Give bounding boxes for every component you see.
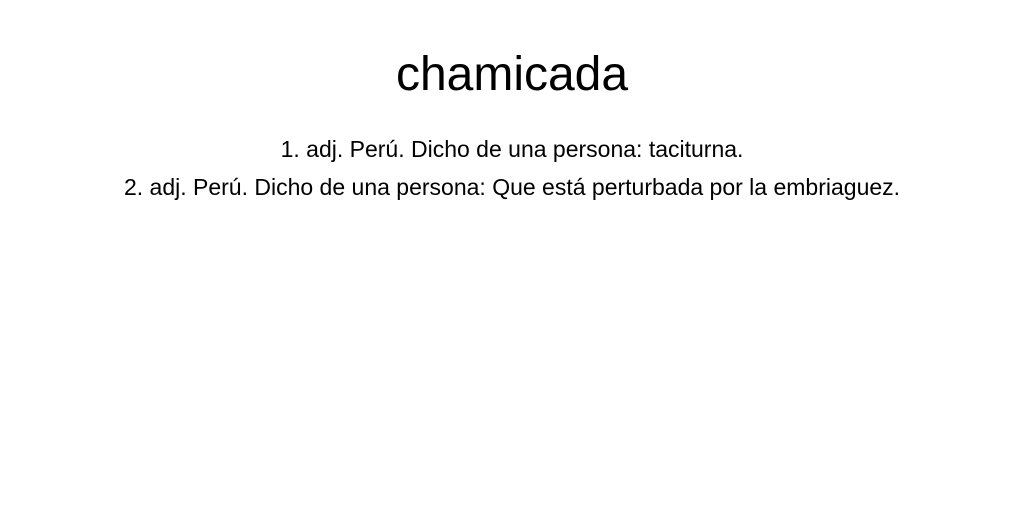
definition-item-2: 2. adj. Perú. Dicho de una persona: Que está perturbada por la embriaguez. (123, 174, 901, 200)
definition-item-1: 1. adj. Perú. Dicho de una persona: taciturna. (280, 136, 744, 162)
entry-headword: chamicada (395, 48, 629, 101)
definition-list (0, 130, 1024, 206)
